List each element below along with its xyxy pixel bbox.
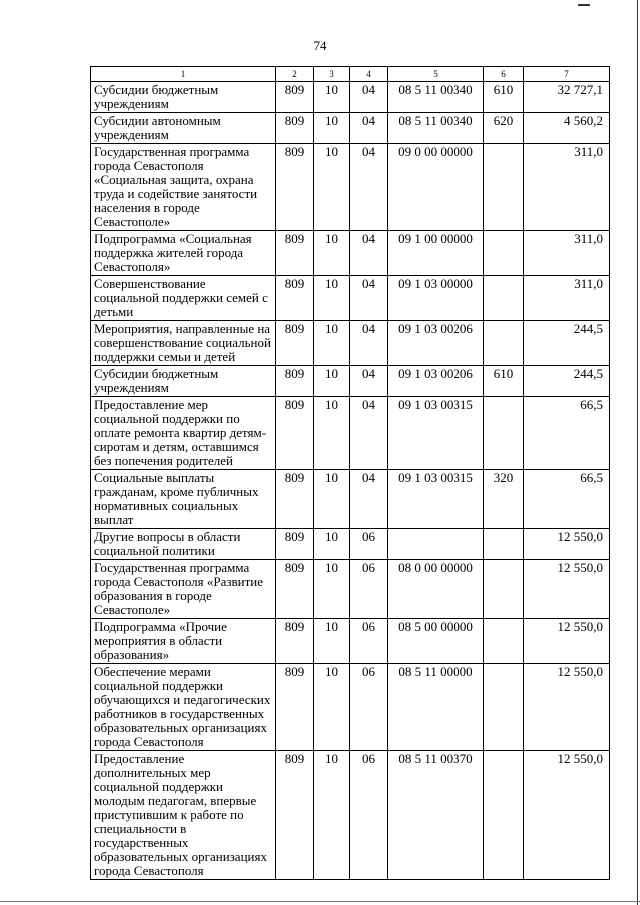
table-row [91,664,610,751]
row-name-cell: Государственная программа города Севастополя «Социальная защита, охрана труда и содействие занятости населения в городе Севастополе» [91,144,276,231]
amount-cell: 311,0 [524,231,610,276]
scan-edge-bottom [0,901,640,902]
subsection-cell: 06 [350,529,388,560]
section-cell: 10 [314,664,350,751]
expense-type-cell [484,397,524,470]
amount-cell: 12 550,0 [524,529,610,560]
subsection-cell: 04 [350,144,388,231]
row-name-cell: Другие вопросы в области социальной политики [91,529,276,560]
row-name-cell: Мероприятия, направленные на совершенствование социальной поддержки семьи и детей [91,321,276,366]
amount-cell: 311,0 [524,144,610,231]
expense-type-cell [484,619,524,664]
ministry-code-cell: 809 [276,82,314,113]
expense-type-cell [484,529,524,560]
ministry-code-cell: 809 [276,276,314,321]
ministry-code-cell: 809 [276,751,314,880]
subsection-cell: 04 [350,113,388,144]
column-header: 2 [276,67,314,82]
amount-cell: 12 550,0 [524,664,610,751]
ministry-code-cell: 809 [276,366,314,397]
table-row [91,397,610,470]
amount-cell: 12 550,0 [524,619,610,664]
ministry-code-cell: 809 [276,560,314,619]
column-header: 7 [524,67,610,82]
row-name-cell: Предоставление дополнительных мер социальной поддержки молодым педагогам, впервые приступившим к работе по специальности в государственных образовательных организациях города Севастополя [91,751,276,880]
expense-type-cell: 620 [484,113,524,144]
target-article-cell [388,529,484,560]
expense-type-cell [484,144,524,231]
expense-type-cell [484,276,524,321]
row-name-cell: Подпрограмма «Прочие мероприятия в области образования» [91,619,276,664]
subsection-cell: 04 [350,82,388,113]
subsection-cell: 04 [350,276,388,321]
subsection-cell: 04 [350,470,388,529]
target-article-cell: 08 5 00 00000 [388,619,484,664]
target-article-cell: 08 0 00 00000 [388,560,484,619]
expense-type-cell [484,751,524,880]
expense-type-cell: 610 [484,82,524,113]
table-body [91,82,610,880]
subsection-cell: 06 [350,664,388,751]
subsection-cell: 06 [350,751,388,880]
ministry-code-cell: 809 [276,113,314,144]
table-row [91,231,610,276]
row-name-cell: Социальные выплаты гражданам, кроме публичных нормативных социальных выплат [91,470,276,529]
table-row [91,113,610,144]
amount-cell: 244,5 [524,321,610,366]
table-header-row [91,67,610,82]
table-row [91,751,610,880]
subsection-cell: 04 [350,366,388,397]
section-cell: 10 [314,144,350,231]
section-cell: 10 [314,751,350,880]
column-header: 3 [314,67,350,82]
section-cell: 10 [314,397,350,470]
amount-cell: 32 727,1 [524,82,610,113]
row-name-cell: Совершенствование социальной поддержки семей с детьми [91,276,276,321]
ministry-code-cell: 809 [276,529,314,560]
section-cell: 10 [314,231,350,276]
ministry-code-cell: 809 [276,397,314,470]
ministry-code-cell: 809 [276,144,314,231]
table-row [91,82,610,113]
amount-cell: 244,5 [524,366,610,397]
ministry-code-cell: 809 [276,664,314,751]
expense-type-cell: 320 [484,470,524,529]
target-article-cell: 09 1 03 00000 [388,276,484,321]
section-cell: 10 [314,113,350,144]
section-cell: 10 [314,560,350,619]
expense-type-cell [484,664,524,751]
target-article-cell: 09 1 03 00206 [388,321,484,366]
amount-cell: 12 550,0 [524,751,610,880]
page-number: 74 [313,38,327,53]
table-row [91,560,610,619]
section-cell: 10 [314,366,350,397]
subsection-cell: 06 [350,619,388,664]
target-article-cell: 09 0 00 00000 [388,144,484,231]
column-header: 6 [484,67,524,82]
amount-cell: 66,5 [524,470,610,529]
column-header: 5 [388,67,484,82]
table-row [91,619,610,664]
target-article-cell: 09 1 03 00206 [388,366,484,397]
amount-cell: 4 560,2 [524,113,610,144]
ministry-code-cell: 809 [276,470,314,529]
target-article-cell: 08 5 11 00340 [388,113,484,144]
amount-cell: 12 550,0 [524,560,610,619]
column-header: 4 [350,67,388,82]
subsection-cell: 04 [350,397,388,470]
row-name-cell: Субсидии бюджетным учреждениям [91,366,276,397]
table-row [91,470,610,529]
section-cell: 10 [314,470,350,529]
expense-type-cell [484,231,524,276]
row-name-cell: Субсидии бюджетным учреждениям [91,82,276,113]
amount-cell: 311,0 [524,276,610,321]
column-header: 1 [91,67,276,82]
section-cell: 10 [314,82,350,113]
section-cell: 10 [314,619,350,664]
amount-cell: 66,5 [524,397,610,470]
ministry-code-cell: 809 [276,619,314,664]
target-article-cell: 08 5 11 00370 [388,751,484,880]
ministry-code-cell: 809 [276,231,314,276]
expense-type-cell [484,560,524,619]
subsection-cell: 06 [350,560,388,619]
target-article-cell: 08 5 11 00000 [388,664,484,751]
row-name-cell: Обеспечение мерами социальной поддержки обучающихся и педагогических работников в государственных образовательных организациях города Севастополя [91,664,276,751]
scan-edge [637,0,638,905]
section-cell: 10 [314,321,350,366]
target-article-cell: 09 1 03 00315 [388,397,484,470]
table-row [91,276,610,321]
row-name-cell: Субсидии автономным учреждениям [91,113,276,144]
target-article-cell: 09 1 00 00000 [388,231,484,276]
expense-type-cell [484,321,524,366]
subsection-cell: 04 [350,321,388,366]
table-row [91,529,610,560]
table-row [91,144,610,231]
table-row [91,366,610,397]
target-article-cell: 08 5 11 00340 [388,82,484,113]
section-cell: 10 [314,529,350,560]
ministry-code-cell: 809 [276,321,314,366]
table-row [91,321,610,366]
row-name-cell: Подпрограмма «Социальная поддержка жителей города Севастополя» [91,231,276,276]
budget-table [90,66,610,880]
row-name-cell: Государственная программа города Севастополя «Развитие образования в городе Севастополе» [91,560,276,619]
expense-type-cell: 610 [484,366,524,397]
subsection-cell: 04 [350,231,388,276]
row-name-cell: Предоставление мер социальной поддержки по оплате ремонта квартир детям-сиротам и детям, оставшимся без попечения родителей [91,397,276,470]
scan-mark [578,4,590,6]
section-cell: 10 [314,276,350,321]
target-article-cell: 09 1 03 00315 [388,470,484,529]
